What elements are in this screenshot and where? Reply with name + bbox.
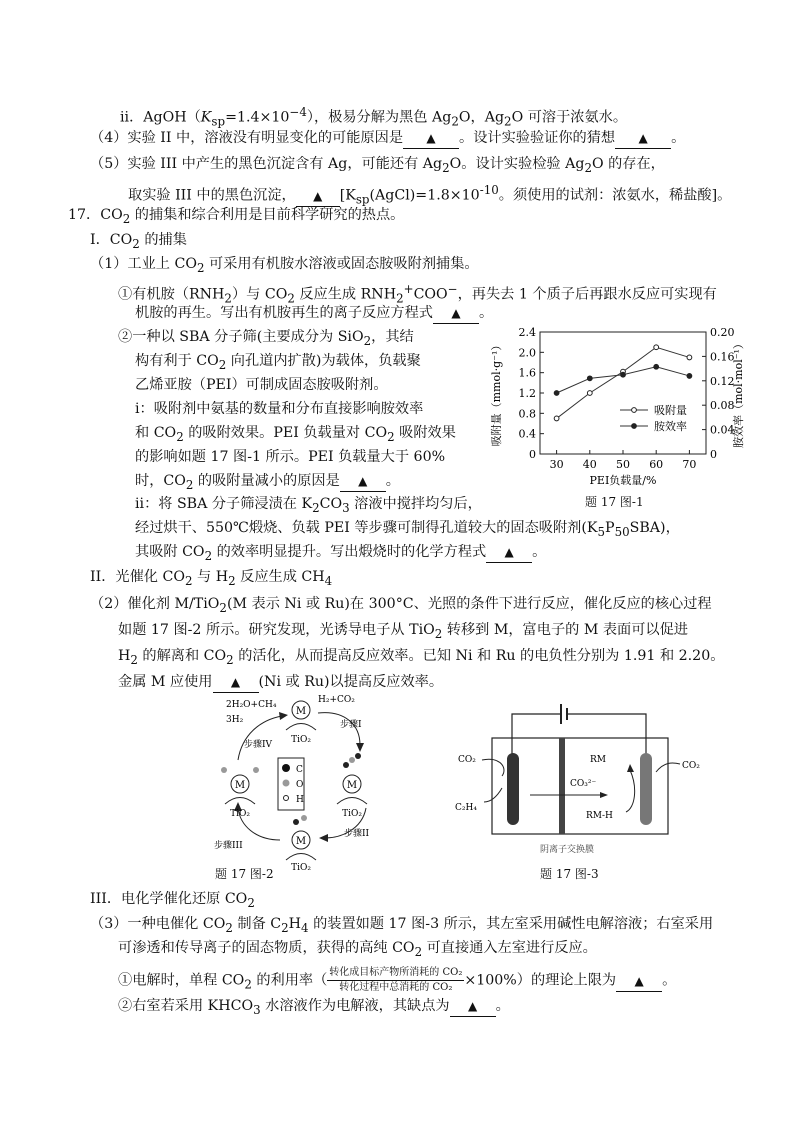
line-18: 经过烘干、550℃煅烧、负载 PEI 等步骤可制得孔道较大的固态吸附剂$(K_5P_{50}SBA)$， <box>135 520 680 539</box>
x-axis-label: PEI负载量/% <box>589 474 657 487</box>
legend-h: H <box>296 795 304 805</box>
answer-blank[interactable]: ▲ <box>340 471 386 492</box>
data-point <box>654 364 659 369</box>
data-point <box>687 374 692 379</box>
line-3: （5）实验 III 中产生的黑色沉淀含有 Ag，可能还有 $Ag_2O$。设计实验检验 $Ag_2O$ 的存在， <box>90 156 665 175</box>
rm-h-label: RM-H <box>586 811 613 821</box>
c2h4-label: C₂H₄ <box>455 803 477 813</box>
y-tick-label: 1.2 <box>518 387 536 400</box>
x-tick-label: 30 <box>549 458 564 471</box>
data-point <box>687 355 692 360</box>
pei-loading-chart <box>470 322 745 512</box>
data-point <box>587 376 592 381</box>
step-1-label: 步骤I <box>340 720 362 730</box>
x-tick-label: 70 <box>682 458 697 471</box>
tio2-label: TiO₂ <box>230 809 250 819</box>
y2-tick-label: 0 <box>710 448 717 461</box>
m-label: M <box>295 706 307 717</box>
cathode <box>507 753 519 825</box>
data-point <box>554 391 559 396</box>
answer-blank[interactable]: ▲ <box>433 303 479 324</box>
answer-blank[interactable]: ▲ <box>615 128 671 149</box>
figure-1-caption: 题 17 图-1 <box>585 495 644 509</box>
figure-2-caption: 题 17 图-2 <box>215 867 274 881</box>
line-25: III．电化学催化还原 $CO_2$ <box>90 891 255 910</box>
fraction-numerator: 转化成目标产物所消耗的 CO₂ <box>327 966 464 981</box>
line-11: 构有利于 $CO_2$ 向孔道内扩散)为载体，负载聚 <box>135 353 421 372</box>
catalytic-cycle-diagram <box>200 690 410 872</box>
step-4-label: 步骤IV <box>244 740 273 750</box>
y2-tick-label: 0.20 <box>710 326 735 339</box>
line-12: 乙烯亚胺（PEI）可制成固态胺吸附剂。 <box>135 377 388 393</box>
line-5: 17．$CO_2$ 的捕集和综合利用是目前科学研究的热点。 <box>68 207 405 226</box>
m-label: M <box>234 780 246 791</box>
tio2-label: TiO₂ <box>291 735 311 745</box>
y2-tick-label: 0.12 <box>710 374 735 388</box>
plot-frame <box>540 332 706 454</box>
line-4: 取实验 III 中的黑色沉淀， ▲ [$K_{sp}(AgCl)=1.8\times 10^{-10}$。须使用的试剂：浓氨水，稀盐酸]。 <box>128 183 732 207</box>
x-tick-label: 50 <box>616 458 630 471</box>
line-17: ii：将 SBA 分子筛浸渍在 $K_2CO_3$ 溶液中搅拌均匀后， <box>135 496 482 515</box>
reactants-label: H₂+CO₂ <box>318 695 355 705</box>
line-23: $H_2$ 的解离和 $CO_2$ 的活化，从而提高反应效率。已知 Ni 和 Ru 的电负性分别为 1.91 和 2.20。 <box>118 648 725 667</box>
step-4-arrow <box>238 716 282 760</box>
legend-c: C <box>296 765 303 775</box>
step-3-label: 步骤III <box>214 841 243 851</box>
answer-blank[interactable]: ▲ <box>486 542 532 563</box>
y-tick-label: 1.6 <box>518 366 536 380</box>
line-27: 可渗透和传导离子的固态物质，获得的高纯 $CO_2$ 可直接通入左室进行反应。 <box>118 940 597 959</box>
y2-axis-label: 胺效率（mol·mol⁻¹） <box>732 338 745 448</box>
line-13: i：吸附剂中氨基的数量和分布直接影响胺效率 <box>135 401 424 417</box>
products-label: 2H₂O+CH₄ <box>226 700 277 710</box>
step-2-label: 步骤II <box>344 829 370 839</box>
line-19: 其吸附 $CO_2$ 的效率明显提升。写出煅烧时的化学方程式 ▲ 。 <box>135 544 547 563</box>
fraction-denominator: 转化过程中总消耗的 CO₂ <box>339 982 453 993</box>
line-20: II．光催化 $CO_2$ 与 $H_2$ 反应生成 $CH_4$ <box>90 569 333 588</box>
tio2-label: TiO₂ <box>291 863 311 873</box>
rm-label: RM <box>590 755 606 765</box>
h2-label: 3H₂ <box>226 715 244 725</box>
line-1: ii．$AgOH(K_{sp}=1.4\times 10^{-4})$，极易分解为黑色 $Ag_2O$，$Ag_2O$ 可溶于浓氨水。 <box>120 105 628 129</box>
legend-marker <box>632 424 637 429</box>
line-9: 机胺的再生。写出有机胺再生的离子反应方程式 ▲ 。 <box>135 303 493 324</box>
line-28: ①电解时，单程 $CO_2$ 的利用率（ 转化成目标产物所消耗的 CO₂ 转化过程中总消耗的 CO₂ ×100%）的理论上限为 ▲ 。 <box>118 967 677 993</box>
tio2-label: TiO₂ <box>342 809 362 819</box>
m-label: M <box>346 780 358 791</box>
legend-label: 吸附量 <box>654 404 687 417</box>
line-2: （4）实验 II 中，溶液没有明显变化的可能原因是 ▲ 。设计实验验证你的猜想 ▲ 。 <box>90 128 685 149</box>
data-point <box>587 391 592 396</box>
membrane-label: 阴离子交换膜 <box>540 845 595 855</box>
line-24: 金属 M 应使用 ▲ (Ni 或 Ru)以提高反应效率。 <box>118 672 443 693</box>
answer-blank[interactable]: ▲ <box>403 128 459 149</box>
co2-in-label: CO₂ <box>458 755 476 765</box>
figure-3-caption: 题 17 图-3 <box>540 867 599 881</box>
answer-blank[interactable]: ▲ <box>296 186 340 207</box>
legend-label: 胺效率 <box>654 420 687 433</box>
anion-exchange-membrane <box>559 738 565 834</box>
carbonate-ion-label: CO₃²⁻ <box>570 779 597 789</box>
utilization-fraction <box>327 966 464 995</box>
co2-out-label: CO₂ <box>682 761 700 771</box>
legend-o: O <box>296 780 304 790</box>
line-15: 的影响如题 17 图-1 所示。PEI 负载量大于 60% <box>135 449 446 465</box>
anode <box>640 753 652 825</box>
line-16: 时，$CO_2$ 的吸附量减小的原因是 ▲ 。 <box>135 473 400 492</box>
line-14: 和 $CO_2$ 的吸附效果。PEI 负载量对 $CO_2$ 吸附效果 <box>135 425 456 444</box>
line-26: （3）一种电催化 $CO_2$ 制备 $C_2H_4$ 的装置如题 17 图-3 所示，其左室采用碱性电解溶液；右室采用 <box>90 916 714 935</box>
y-tick-label: 0.4 <box>518 427 536 441</box>
line-29: ②右室若采用 $KHCO_3$ 水溶液作为电解液，其缺点为 ▲ 。 <box>118 998 510 1017</box>
y2-tick-label: 0.04 <box>710 423 735 437</box>
data-point <box>621 372 626 377</box>
answer-blank[interactable]: ▲ <box>213 672 259 693</box>
answer-blank[interactable]: ▲ <box>450 996 496 1017</box>
line-21: （2）催化剂 M/TiO$_2$(M 表示 Ni 或 Ru)在 300°C、光照的条件下进行反应，催化反应的核心过程 <box>90 596 712 615</box>
x-tick-label: 60 <box>649 458 664 471</box>
data-point <box>554 416 559 421</box>
y-axis-label: 吸附量（mmol·g⁻¹） <box>490 339 503 447</box>
data-point <box>654 345 659 350</box>
y2-tick-label: 0.16 <box>710 350 735 364</box>
m-label: M <box>295 836 307 847</box>
y-tick-label: 2.0 <box>518 346 536 360</box>
legend-marker <box>632 408 637 413</box>
line-7: （1）工业上 $CO_2$ 可采用有机胺水溶液或固态胺吸附剂捕集。 <box>90 256 479 275</box>
y2-tick-label: 0.08 <box>710 399 735 413</box>
line-8: ①有机胺$(RNH_2)$与 $CO_2$ 反应生成 $RNH_2^+COO^-$，再失去 1 个质子后再跟水反应可实现有 <box>118 282 717 306</box>
y-tick-label: 0 <box>529 448 536 461</box>
y-tick-label: 0.8 <box>518 407 536 421</box>
line-10: ②一种以 SBA 分子筛(主要成分为 SiO$_2$，其结 <box>118 329 414 348</box>
x-tick-label: 40 <box>582 458 597 471</box>
y-tick-label: 2.4 <box>518 326 536 339</box>
line-6: I．$CO_2$ 的捕集 <box>90 232 187 251</box>
answer-blank[interactable]: ▲ <box>616 971 662 992</box>
line-22: 如题 17 图-2 所示。研究发现，光诱导电子从 TiO$_2$ 转移到 M，富电子的 M 表面可以促进 <box>118 622 688 641</box>
electrolysis-cell-diagram <box>450 698 710 858</box>
